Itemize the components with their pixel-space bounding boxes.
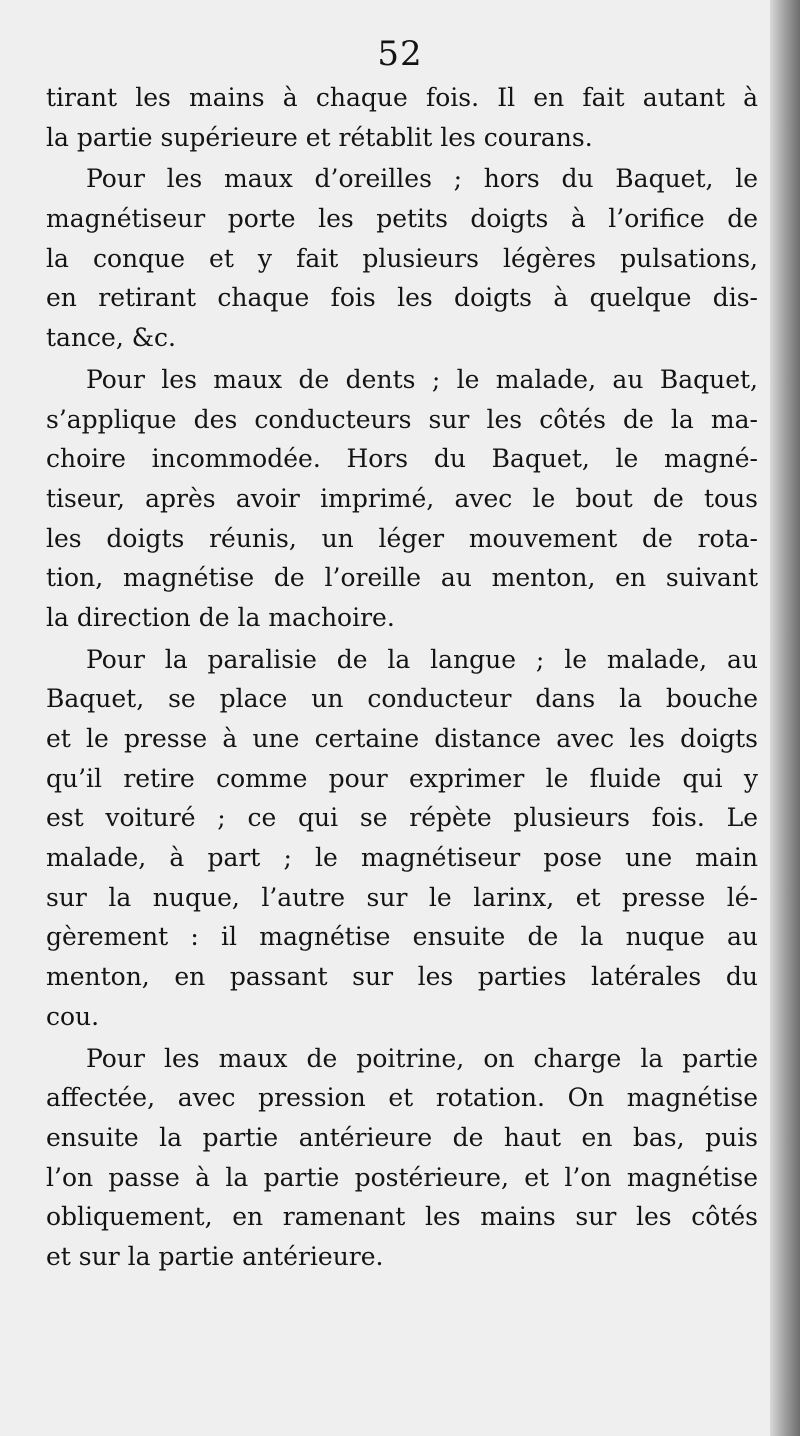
text-line: la conque et y fait plusieurs légères pulsations,: [46, 243, 758, 273]
text-line: Pour les maux de dents ; le malade, au Baquet,: [86, 364, 758, 394]
text-line: l’on passe à la partie postérieure, et l’on magnétise: [46, 1162, 758, 1192]
text-line: tion, magnétise de l’oreille au menton, en suivant: [46, 563, 758, 593]
text-line: la direction de la machoire.: [46, 602, 395, 632]
text-line: et le presse à une certaine distance avec les doigts: [46, 724, 758, 753]
paragraph: [46, 640, 758, 1037]
paragraph: [46, 159, 758, 357]
text-line: affectée, avec pression et rotation. On magnétise: [46, 1083, 758, 1113]
text-line: tiseur, après avoir imprimé, avec le bout de tous: [46, 483, 758, 513]
paragraph: [46, 360, 758, 638]
page-edge-shadow: [770, 0, 800, 1436]
text-line: la partie supérieure et rétablit les courans.: [46, 122, 593, 152]
paragraph: [46, 78, 758, 157]
text-line: obliquement, en ramenant les mains sur les côtés: [46, 1202, 758, 1232]
text-line: s’applique des conducteurs sur les côtés de la ma-: [46, 404, 758, 434]
text-line: cou.: [46, 1001, 100, 1031]
text-line: choire incommodée. Hors du Baquet, le magné-: [46, 444, 758, 474]
text-line: et sur la partie antérieure.: [46, 1241, 384, 1271]
body-text: [46, 78, 758, 1277]
paragraph: [46, 1039, 758, 1277]
text-line: Pour les maux d’oreilles ; hors du Baquet, le: [86, 164, 758, 194]
text-line: en retirant chaque fois les doigts à quelque dis-: [46, 283, 758, 313]
text-line: tirant les mains à chaque fois. Il en fait autant à: [46, 83, 758, 112]
text-line: menton, en passant sur les parties latérales du: [46, 962, 758, 992]
text-line: les doigts réunis, un léger mouvement de rota-: [46, 523, 758, 553]
text-line: sur la nuque, l’autre sur le larinx, et presse lé-: [46, 882, 758, 912]
page-number: 52: [377, 34, 423, 74]
text-line: malade, à part ; le magnétiseur pose une main: [46, 843, 758, 873]
text-line: qu’il retire comme pour exprimer le fluide qui y: [46, 763, 758, 793]
text-line: Pour la paralisie de la langue ; le malade, au: [86, 644, 758, 674]
text-line: ensuite la partie antérieure de haut en bas, puis: [46, 1122, 758, 1152]
text-line: Baquet, se place un conducteur dans la bouche: [46, 684, 758, 714]
text-line: tance, &c.: [46, 323, 176, 353]
text-line: gèrement : il magnétise ensuite de la nuque au: [46, 922, 758, 952]
text-line: magnétiseur porte les petits doigts à l’orifice de: [46, 204, 758, 234]
text-line: Pour les maux de poitrine, on charge la partie: [86, 1043, 758, 1073]
text-line: est voituré ; ce qui se répète plusieurs fois. Le: [46, 803, 758, 833]
